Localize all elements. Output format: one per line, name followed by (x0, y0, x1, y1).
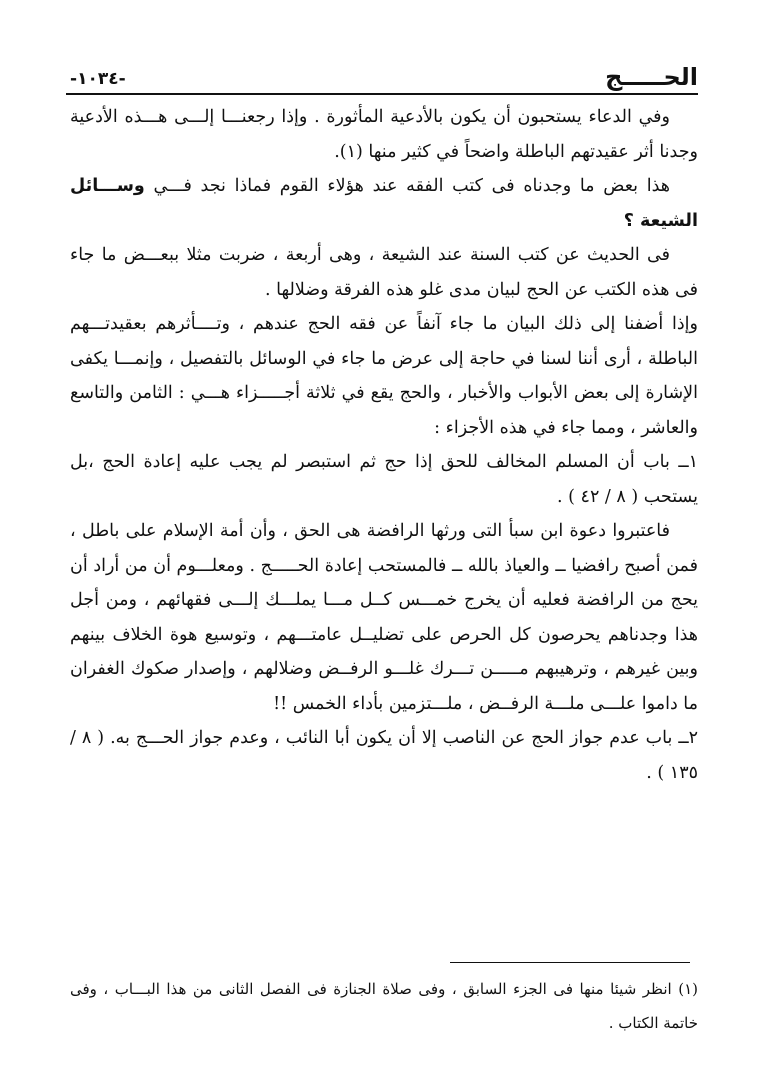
paragraph-2-bold-title: وســـائل الشيعة ؟ (70, 176, 698, 231)
footnotes (70, 972, 698, 1040)
paragraph-3-text: فى الحديث عن كتب السنة عند الشيعة ، وهى أربعة ، ضربت مثلا ببعـــض ما جاء فى هذه الكتب عن الحج لبيان مدى غلو هذه الفرقة وضلالها . (70, 245, 698, 300)
body-text (70, 100, 698, 790)
paragraph-4-text: وإذا أضفنا إلى ذلك البيان ما جاء آنفاً عن فقه الحج عندهم ، وتــــأثرهم بعقيدتـــهم الباطلة ، أرى أننا لسنا في حاجة إلى عرض ما جاء في الوسائل بالتفصيل ، وإنمـــا يكفى الإشارة إلى بعض الأبواب والأخبار ، والحج يقع في ثلاثة أجـــــزاء هـــي : الثامن والتاسع والعاشر ، ومما جاء في هذه الأجزاء : (70, 314, 698, 438)
footnote-1-text: (١) انظر شيئا منها فى الجزء السابق ، وفى صلاة الجنازة فى الفصل الثانى من هذا البـــاب ، وفى خاتمة الكتاب . (70, 980, 698, 1032)
paragraph-4 (70, 307, 698, 445)
footnote-divider (450, 962, 690, 963)
page-number: -١٠٣٤- (70, 69, 126, 89)
paragraph-7-text: ٢ــ باب عدم جواز الحج عن الناصب إلا أن يكون أبا النائب ، وعدم جواز الحـــج به. ( ٨ / ١٣٥ ) . (70, 728, 698, 783)
paragraph-2 (70, 169, 698, 238)
paragraph-1 (70, 100, 698, 169)
page-header (70, 58, 698, 92)
paragraph-6 (70, 514, 698, 721)
paragraph-5-text: ١ــ باب أن المسلم المخالف للحق إذا حج ثم استبصر لم يجب عليه إعادة الحج ،بل يستحب ( ٨ / ٤٢ ) . (70, 452, 698, 507)
header-divider (66, 93, 698, 95)
running-title: الحـــــج (605, 63, 698, 91)
paragraph-6-text: فاعتبروا دعوة ابن سبأ التى ورثها الرافضة هى الحق ، وأن أمة الإسلام على باطل ، فمن أصبح رافضيا ــ والعياذ بالله ــ فالمستحب إعادة الحـــــج . ومعلـــوم أن من أراد أن يحج من الرافضة فعليه أن يخرج خمـــس كــل مـــا يملـــك إلـــى فقهائهم ، ومن أجل هذا وجدناهم يحرصون كل الحرص على تضليــل عامتـــهم ، وتوسيع هوة الخلاف بينهم وبين غيرهم ، وترهيبهم مـــــن تـــرك غلـــو الرفــض وضلالهم ، وإصدار صكوك الغفران ما داموا علـــى ملـــة الرفــض ، ملـــتزمين بأداء الخمس !! (70, 521, 698, 714)
paragraph-5 (70, 445, 698, 514)
paragraph-3 (70, 238, 698, 307)
paragraph-7 (70, 721, 698, 790)
footnote-1 (70, 972, 698, 1040)
paragraph-2-text: هذا بعض ما وجدناه فى كتب الفقه عند هؤلاء القوم فماذا نجد فـــي (144, 176, 670, 196)
paragraph-1-text: وفي الدعاء يستحبون أن يكون بالأدعية المأثورة . وإذا رجعنـــا إلـــى هـــذه الأدعية وجدنا أثر عقيدتهم الباطلة واضحاً في كثير منها (١). (70, 107, 698, 162)
